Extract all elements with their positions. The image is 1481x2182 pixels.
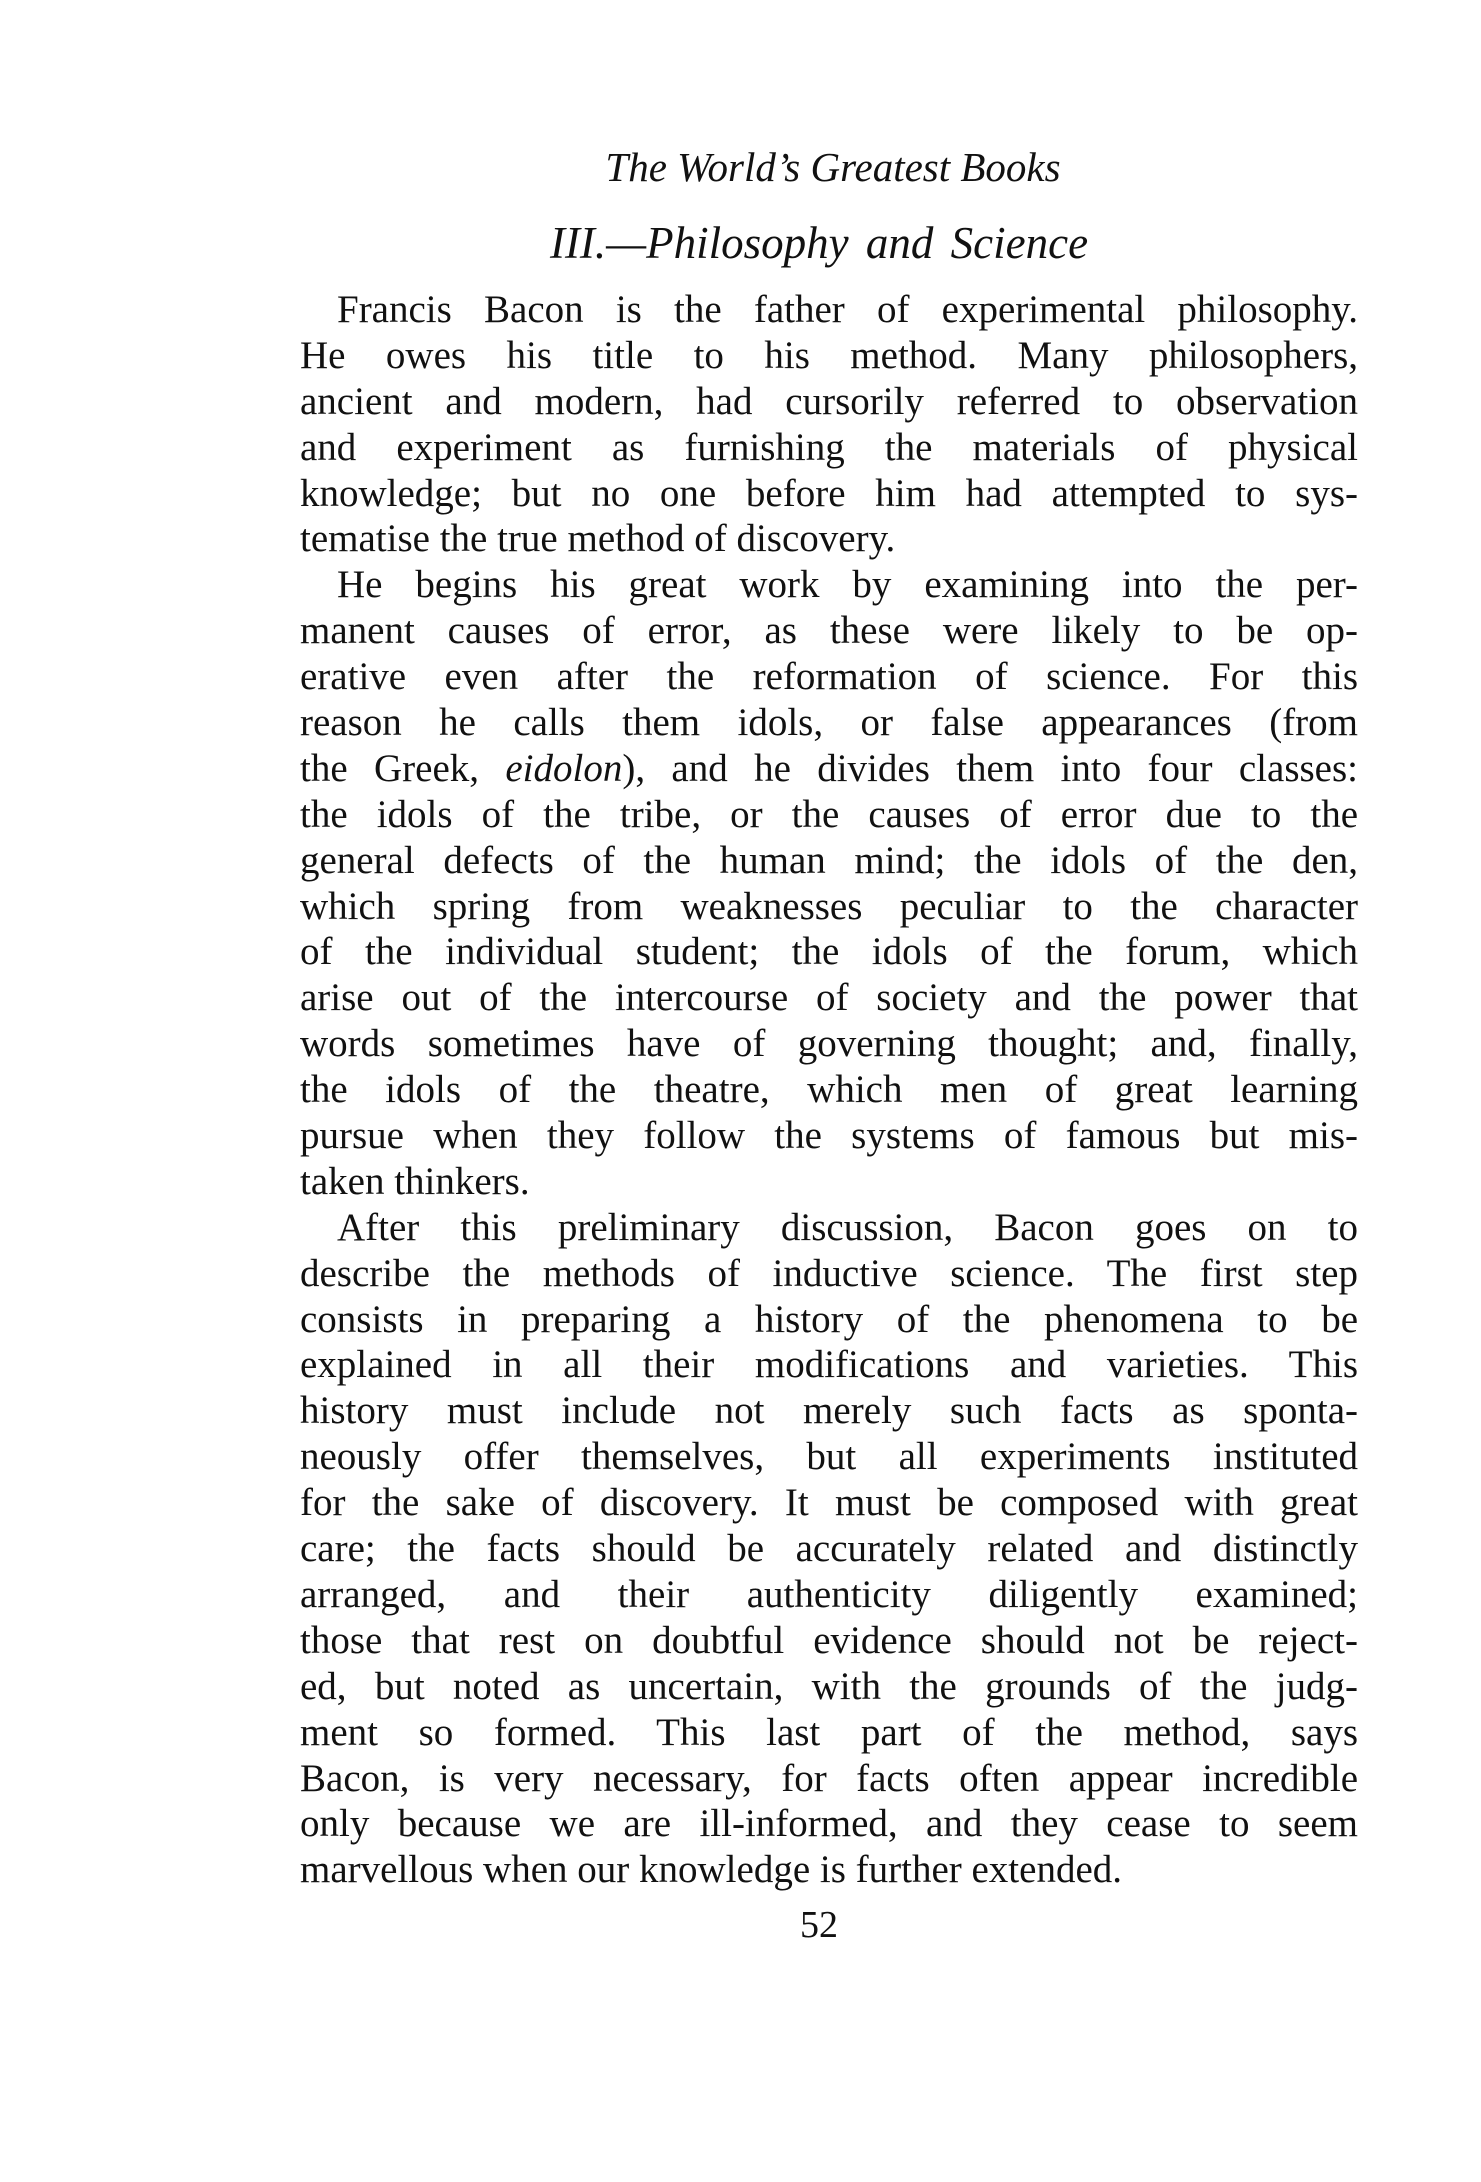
text-line: He owes his title to his method. Many philosophers, [300, 333, 1358, 377]
text-line: and experiment as furnishing the materials of physical [300, 425, 1358, 469]
text-line: pursue when they follow the systems of famous but mis- [300, 1114, 1358, 1158]
text-line: After this preliminary discussion, Bacon goes on to [337, 1205, 1358, 1249]
paragraph [300, 287, 1358, 562]
page-number: 52 [800, 1904, 838, 1946]
text-line: the idols of the theatre, which men of great learning [300, 1068, 1358, 1112]
section-title: III.—Philosophy and Science [549, 218, 1089, 268]
text-line: taken thinkers. [300, 1159, 530, 1203]
text-line: explained in all their modifications and varieties. This [300, 1343, 1358, 1387]
text-line: He begins his great work by examining into the per- [337, 563, 1358, 607]
text-line: general defects of the human mind; the idols of the den, [300, 838, 1358, 882]
text-line: neously offer themselves, but all experiments instituted [300, 1435, 1358, 1479]
text-line: those that rest on doubtful evidence should not be reject- [300, 1618, 1358, 1662]
text-line: manent causes of error, as these were likely to be op- [300, 609, 1358, 653]
running-head: The World’s Greatest Books [605, 144, 1061, 190]
text-line: arise out of the intercourse of society and the power that [300, 976, 1358, 1020]
text-line: tematise the true method of discovery. [300, 517, 896, 561]
text-line: Francis Bacon is the father of experimental philosophy. [337, 288, 1358, 331]
text-line: of the individual student; the idols of the forum, which [300, 930, 1358, 974]
text-line: arranged, and their authenticity diligently examined; [300, 1572, 1358, 1616]
text-line: erative even after the reformation of science. For this [300, 655, 1358, 699]
text-line: for the sake of discovery. It must be composed with great [300, 1481, 1358, 1525]
text-line: knowledge; but no one before him had attempted to sys- [300, 471, 1358, 515]
text-line: marvellous when our knowledge is further extended. [300, 1848, 1123, 1892]
text-line: the idols of the tribe, or the causes of error due to the [300, 792, 1358, 836]
text-line: words sometimes have of governing thought; and, finally, [300, 1022, 1358, 1066]
paragraph [300, 562, 1358, 1204]
text-line: describe the methods of inductive science. The first step [300, 1251, 1358, 1295]
paragraph [300, 1205, 1358, 1893]
text-line: care; the facts should be accurately related and distinctly [300, 1527, 1358, 1571]
text-line: reason he calls them idols, or false appearances (from [300, 701, 1358, 745]
body-text [300, 287, 1358, 1893]
text-line: Bacon, is very necessary, for facts often appear incredible [300, 1756, 1358, 1800]
text-line: only because we are ill-informed, and they cease to seem [300, 1802, 1358, 1846]
text-line: ancient and modern, had cursorily referred to observation [300, 379, 1358, 423]
text-line: consists in preparing a history of the phenomena to be [300, 1297, 1358, 1341]
text-line: which spring from weaknesses peculiar to the character [300, 884, 1358, 928]
text-line: ed, but noted as uncertain, with the grounds of the judg- [300, 1664, 1358, 1708]
text-line: history must include not merely such facts as sponta- [300, 1389, 1358, 1433]
text-line: the Greek, eidolon), and he divides them into four classes: [300, 746, 1359, 790]
italic-word: eidolon [505, 746, 623, 790]
text-line: ment so formed. This last part of the method, says [300, 1710, 1358, 1754]
